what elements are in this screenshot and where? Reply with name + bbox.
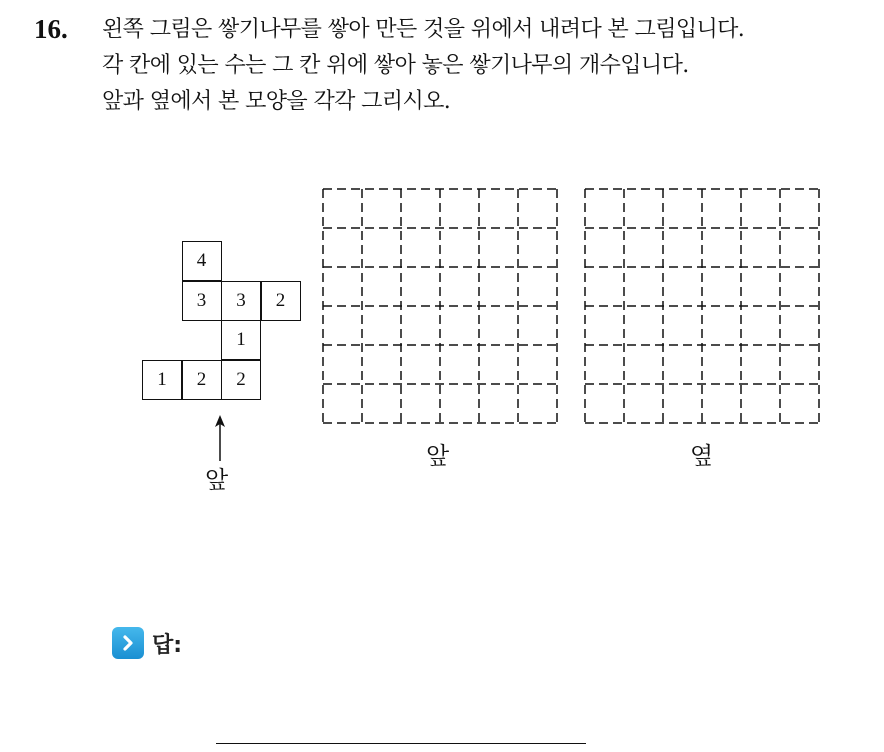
- front-direction-arrow: [210, 415, 230, 463]
- answer-label: 답:: [152, 632, 183, 658]
- top-view-cell: 4: [182, 241, 222, 281]
- question-line-1: 왼쪽 그림은 쌓기나무를 쌓아 만든 것을 위에서 내려다 본 그림입니다.: [102, 17, 745, 42]
- top-view-cell: 3: [221, 281, 261, 321]
- front-view-label: 앞: [426, 442, 450, 470]
- answer-row: [112, 626, 182, 660]
- top-view-cell: 2: [182, 360, 222, 400]
- question-line-2: 각 칸에 있는 수는 그 칸 위에 쌓아 놓은 쌓기나무의 개수입니다.: [102, 53, 689, 78]
- side-view-label: 옆: [690, 442, 714, 470]
- answer-line[interactable]: [216, 743, 586, 744]
- chevron-right-icon: [112, 627, 144, 659]
- dashed-grid-lines: [584, 188, 820, 424]
- question-text: [102, 12, 872, 120]
- top-view-cell: 2: [261, 281, 301, 321]
- top-view-cell: 1: [142, 360, 182, 400]
- top-view-cell: 2: [221, 360, 261, 400]
- top-view-cell: 3: [182, 281, 222, 321]
- question-line-3: 앞과 옆에서 본 모양을 각각 그리시오.: [102, 89, 451, 114]
- top-view-cell: 1: [221, 320, 261, 360]
- question-number: 16.: [34, 14, 68, 44]
- top-view-grid: [142, 241, 302, 401]
- front-view-drawing-grid[interactable]: [322, 188, 558, 424]
- side-view-drawing-grid[interactable]: [584, 188, 820, 424]
- dashed-grid-lines: [322, 188, 558, 424]
- front-arrow-label: 앞: [205, 466, 229, 494]
